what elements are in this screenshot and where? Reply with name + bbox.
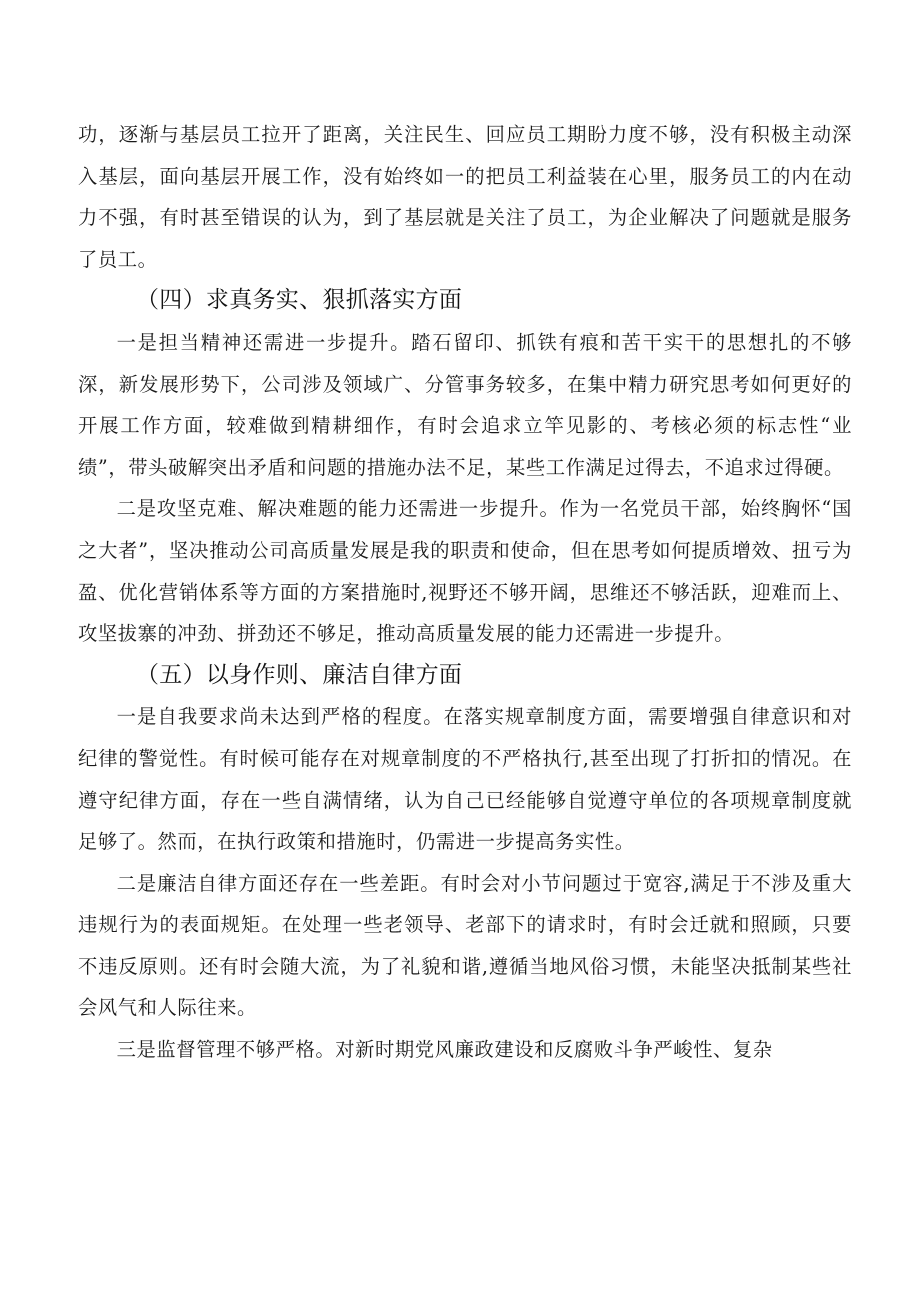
paragraph-supervision: 三是监督管理不够严格。对新时期党风廉政建设和反腐败斗争严峻性、复杂 [116,1038,773,1062]
section-heading-5: （五）以身作则、廉洁自律方面 [136,661,463,688]
document-body [78,114,852,1071]
paragraph-self-discipline: 一是自我要求尚未达到严格的程度。在落实规章制度方面，需要增强自律意识和对纪律的警觉性。有时候可能存在对规章制度的不严格执行,甚至出现了打折扣的情况。在遵守纪律方面，存在一些自满情绪，认为自己已经能够自觉遵守单位的各项规章制度就足够了。然而，在执行政策和措施时，仍需进一步提高务实性。 [78,705,852,854]
paragraph-integrity: 二是廉洁自律方面还存在一些差距。有时会对小节问题过于宽容,满足于不涉及重大违规行为的表面规矩。在处理一些老领导、老部下的请求时，有时会迁就和照顾，只要不违反原则。还有时会随大流，为了礼貌和谐,遵循当地风俗习惯，未能坚决抵制某些社会风气和人际往来。 [78,871,852,1020]
paragraph-continued: 功，逐渐与基层员工拉开了距离，关注民生、回应员工期盼力度不够，没有积极主动深入基层，面向基层开展工作，没有始终如一的把员工利益装在心里，服务员工的内在动力不强，有时甚至错误的认为，到了基层就是关注了员工，为企业解决了问题就是服务了员工。 [78,123,852,271]
section-heading-4: （四）求真务实、狠抓落实方面 [136,287,463,314]
paragraph-responsibility: 一是担当精神还需进一步提升。踏石留印、抓铁有痕和苦干实干的思想扎的不够深，新发展形势下，公司涉及领域广、分管事务较多，在集中精力研究思考如何更好的开展工作方面，较难做到精耕细作，有时会追求立竿见影的、考核必须的标志性“业绩”，带头破解突出矛盾和问题的措施办法不足，某些工作满足过得去，不追求过得硬。 [78,330,852,479]
paragraph-problem-solving: 二是攻坚克难、解决难题的能力还需进一步提升。作为一名党员干部，始终胸怀“国之大者”，坚决推动公司高质量发展是我的职责和使命，但在思考如何提质增效、扭亏为盈、优化营销体系等方面的方案措施时,视野还不够开阔，思维还不够活跃，迎难而上、攻坚拔寨的冲劲、拼劲还不够足，推动高质量发展的能力还需进一步提升。 [78,497,852,646]
